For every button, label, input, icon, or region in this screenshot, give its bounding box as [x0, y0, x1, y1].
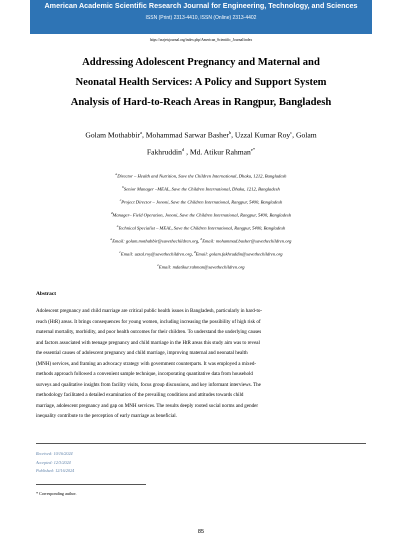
author-name: , Golam	[292, 130, 317, 140]
author-name: , Uzzal Kumar Roy	[231, 130, 291, 140]
date-value: 12/3/2024	[53, 459, 71, 465]
author-superscript: d	[181, 146, 185, 152]
date-label: Published	[36, 468, 53, 474]
affiliation-superscript: b	[122, 184, 124, 189]
author-superscript: c	[290, 130, 293, 135]
author-name: Golam Mothabbir	[85, 130, 140, 140]
page-number: 85	[197, 529, 205, 535]
affiliation	[40, 195, 362, 208]
affiliation-superscript: c	[119, 197, 122, 202]
title-line: Neonatal Health Services: A Policy and Support System	[75, 77, 327, 88]
affiliation-text: Technical Specialist – MEAL, Save the Children International, Rangpur, 5400, Bangladesh	[118, 225, 286, 231]
affiliation-text: Project Director – Jononi, Save the Children International, Rangpur, 5400, Bangladesh	[121, 199, 283, 205]
affiliation-text: Director – Health and Nutrition, Save the Children International, Dhaka, 1212, Bangladesh	[117, 173, 287, 179]
affiliation	[40, 169, 362, 182]
email-text[interactable]: Email: mohammad.basher@savethechildren.org	[202, 238, 292, 244]
abstract-line: methodology facilitated a detailed examination of the prevailing conditions and attitudes towards child	[36, 392, 244, 399]
affiliation-text: Manager– Field Operation, Jononi, Save the Children International, Rangpur, 5400, Bangladesh	[112, 212, 292, 218]
email-text[interactable]: Email: golam.mothabbir@savethechildren.org,	[112, 238, 201, 244]
author-superscript: b	[228, 130, 232, 135]
affiliation	[40, 221, 362, 234]
date-accepted: Accepted: 12/3/2024	[36, 459, 71, 465]
affiliation-list	[40, 169, 362, 273]
date-value: 10/16/2024	[53, 451, 73, 456]
divider-rule	[36, 443, 366, 444]
abstract-line: and factors associated with teenage pregnancy and child marriage in the HtR areas this study aim was to reveal	[36, 339, 260, 346]
abstract-line: marriage, adolescent pregnancy and gap on MNH services. The results deeply rooted social norms and gender	[36, 402, 259, 409]
affiliation-superscript: e	[157, 262, 159, 267]
email-text[interactable]: Email: uzzal.roy@savethechildren.org,	[120, 251, 194, 257]
date-label: Accepted	[36, 459, 52, 465]
affiliation	[40, 182, 362, 195]
date-published: Published: 12/16/2024	[36, 468, 75, 474]
affiliation-email	[40, 260, 362, 273]
affiliation-superscript: d	[193, 249, 196, 254]
abstract-line: the essential causes of adolescent pregnancy and child marriage, improving maternal and neonatal health	[36, 350, 248, 357]
footnote-rule	[36, 484, 146, 485]
affiliation-superscript: e	[116, 223, 119, 228]
author-line	[40, 143, 362, 160]
affiliation-email	[40, 234, 362, 247]
author-superscript: a	[139, 130, 142, 135]
abstract-line: maternal mortality, morbidity, and poor health outcomes for their children. To understand the underlying causes	[36, 329, 262, 336]
journal-issn: ISSN (Print) 2313-4410, ISSN (Online) 2313-4402	[145, 15, 257, 21]
author-name: , Md. Atikur Rahman	[184, 147, 251, 157]
abstract-line: methods approach followed a convenient sample technique, incorporating quantitative data from household	[36, 371, 253, 378]
date-value: 12/16/2024	[55, 468, 75, 474]
abstract-line: surveys and qualitative insights from facility visits, focus group discussions, and key informant interviews. The	[36, 381, 261, 388]
affiliation	[40, 208, 362, 221]
journal-header-band	[30, 0, 372, 34]
corresponding-author-footnote: * Corresponding author.	[36, 491, 77, 496]
article-dates	[36, 450, 74, 476]
journal-url[interactable]: https://asrjetsjournal.org/index.php/American_Scientific_Journal/index	[149, 38, 253, 42]
title-line: Addressing Adolescent Pregnancy and Maternal and	[82, 57, 320, 68]
abstract-line: reach (HtR) areas. It brings consequences for young women, including increasing the possibility of high risk of	[36, 318, 261, 325]
affiliation-superscript: a	[110, 236, 113, 241]
email-text[interactable]: Email: mdatikur.rahman@savethechildren.org	[158, 264, 245, 270]
abstract-body	[36, 306, 366, 422]
abstract-line: (MNH) services, and framing an advocacy strategy with government counterparts. It was employed a mixed-	[36, 360, 257, 367]
affiliation-text: Senior Manager –MEAL, Save the Children International, Dhaka, 1212, Bangladesh	[123, 186, 280, 192]
author-line	[40, 126, 362, 143]
affiliation-superscript: b	[200, 236, 203, 241]
affiliation-superscript: c	[119, 249, 121, 254]
abstract-heading: Abstract	[36, 291, 57, 297]
affiliation-superscript: a	[115, 172, 118, 176]
abstract-line: Adolescent pregnancy and child marriage are critical public health issues in Bangladesh, particularly in hard-to-	[36, 308, 263, 314]
date-received: Received: 10/16/2024	[36, 451, 73, 456]
abstract-line: inequality contribute to the perception of early marriage as beneficial.	[36, 413, 177, 420]
affiliation-email	[40, 247, 362, 260]
author-list	[40, 126, 362, 159]
title-line: Analysis of Hard-to-Reach Areas in Rangpur, Bangladesh	[70, 97, 332, 108]
email-text[interactable]: Email: golam.fakhruddin@savethechildren.org	[195, 251, 283, 257]
date-label: Received	[36, 451, 52, 456]
affiliation-superscript: d	[110, 210, 113, 215]
author-superscript: e*	[250, 146, 256, 152]
article-title	[35, 53, 367, 113]
author-name: , Mohammad Sarwar Basher	[141, 130, 229, 140]
author-name: Fakhruddin	[146, 147, 182, 157]
journal-name: American Academic Scientific Research Journal for Engineering, Technology, and Sciences	[44, 1, 358, 10]
